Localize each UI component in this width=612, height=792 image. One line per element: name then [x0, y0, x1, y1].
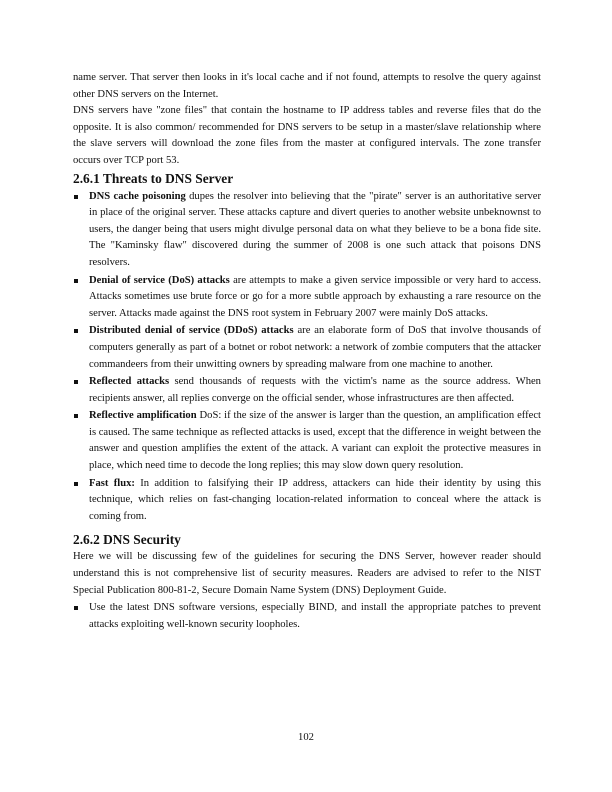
bullet-icon — [74, 195, 78, 199]
list-item-term: Reflected attacks — [89, 376, 170, 388]
bullet-icon — [74, 606, 78, 610]
bullet-icon — [74, 414, 78, 418]
page-content — [73, 70, 541, 633]
list-item-term: DNS cache poisoning — [89, 190, 186, 202]
list-item-text: DoS: if the size of the answer is larger than the question, an amplification effect is caused. The same technique as reflected attacks is used, except that the difference in weight between the answer and question amplifies the extent of the attack. A variant can exploit the protective measures in place, which need time to decode the long replies; this may slow down query resolution. — [89, 410, 541, 472]
list-item — [73, 600, 541, 633]
list-item-text: are an elaborate form of DoS that involve thousands of computers generally as part of a botnet or robot network: a network of zombie computers that the attacker commandeers from their unwitting owners by spreading malware from one machine to another. — [89, 325, 541, 370]
bullet-icon — [74, 329, 78, 333]
section-heading-threats: 2.6.1 Threats to DNS Server — [73, 170, 234, 186]
list-item-text: are attempts to make a given service impossible or very hard to access. Attacks sometimes use brute force or go for a more subtle approach by exhausting a rare resource on the server. Attacks made against the DNS root system in February 2007 were mainly DoS attacks. — [89, 274, 542, 319]
list-item-text: In addition to falsifying their IP address, attackers can hide their identity by using this technique, which relies on fast-changing location-related information to conceal where the attack is coming from. — [89, 477, 541, 522]
list-item-text: send thousands of requests with the victim's name as the source address. When recipients answer, all replies converge on the official sender, whose infrastructures are then affected. — [89, 376, 541, 404]
list-item-term: Reflective amplification — [89, 410, 197, 422]
bullet-icon — [74, 279, 78, 283]
list-item — [73, 323, 541, 373]
intro-paragraph-1: name server. That server then looks in it's local cache and if not found, attempts to resolve the query against other DNS servers on the Internet. — [73, 72, 541, 100]
bullet-icon — [74, 482, 78, 486]
page-number: 102 — [298, 732, 314, 743]
list-item — [73, 374, 541, 407]
list-item — [73, 189, 541, 272]
list-item-term: Distributed denial of service (DDoS) attacks — [89, 325, 294, 337]
threats-list — [73, 189, 541, 526]
intro-paragraph-2: DNS servers have "zone files" that contain the hostname to IP address tables and reverse files that do the opposite. It is also common/ recommended for DNS servers to be setup in a master/slave relationship where the slave servers will download the zone files from the master at configured intervals. The zone transfer occurs over TCP port 53. — [73, 105, 541, 166]
list-item — [73, 273, 541, 323]
list-item — [73, 408, 541, 474]
bullet-icon — [74, 380, 78, 384]
list-item — [73, 476, 541, 526]
list-item-term: Denial of service (DoS) attacks — [89, 274, 230, 286]
security-list — [73, 600, 541, 633]
security-intro-paragraph: Here we will be discussing few of the guidelines for securing the DNS Server, however reader should understand this is not comprehensive list of security measures. Readers are advised to refer to the NIST Special Publication 800-81-2, Secure Domain Name System (DNS) Deployment Guide. — [73, 551, 541, 596]
list-item-text: dupes the resolver into believing that the "pirate" server is an authoritative server in place of the original server. These attacks capture and divert queries to another website unbeknownst to users, the danger being that users might divulge personal data on what they believe to be a bona fide site. The "Kaminsky flaw" discovered during the summer of 2008 is one such attack that poisons DNS resolvers. — [89, 190, 542, 268]
section-heading-dns-security: 2.6.2 DNS Security — [73, 532, 181, 548]
list-item-term: Fast flux: — [89, 477, 135, 489]
list-item-text: Use the latest DNS software versions, especially BIND, and install the appropriate patches to prevent attacks exploiting well-known security loopholes. — [89, 602, 541, 630]
